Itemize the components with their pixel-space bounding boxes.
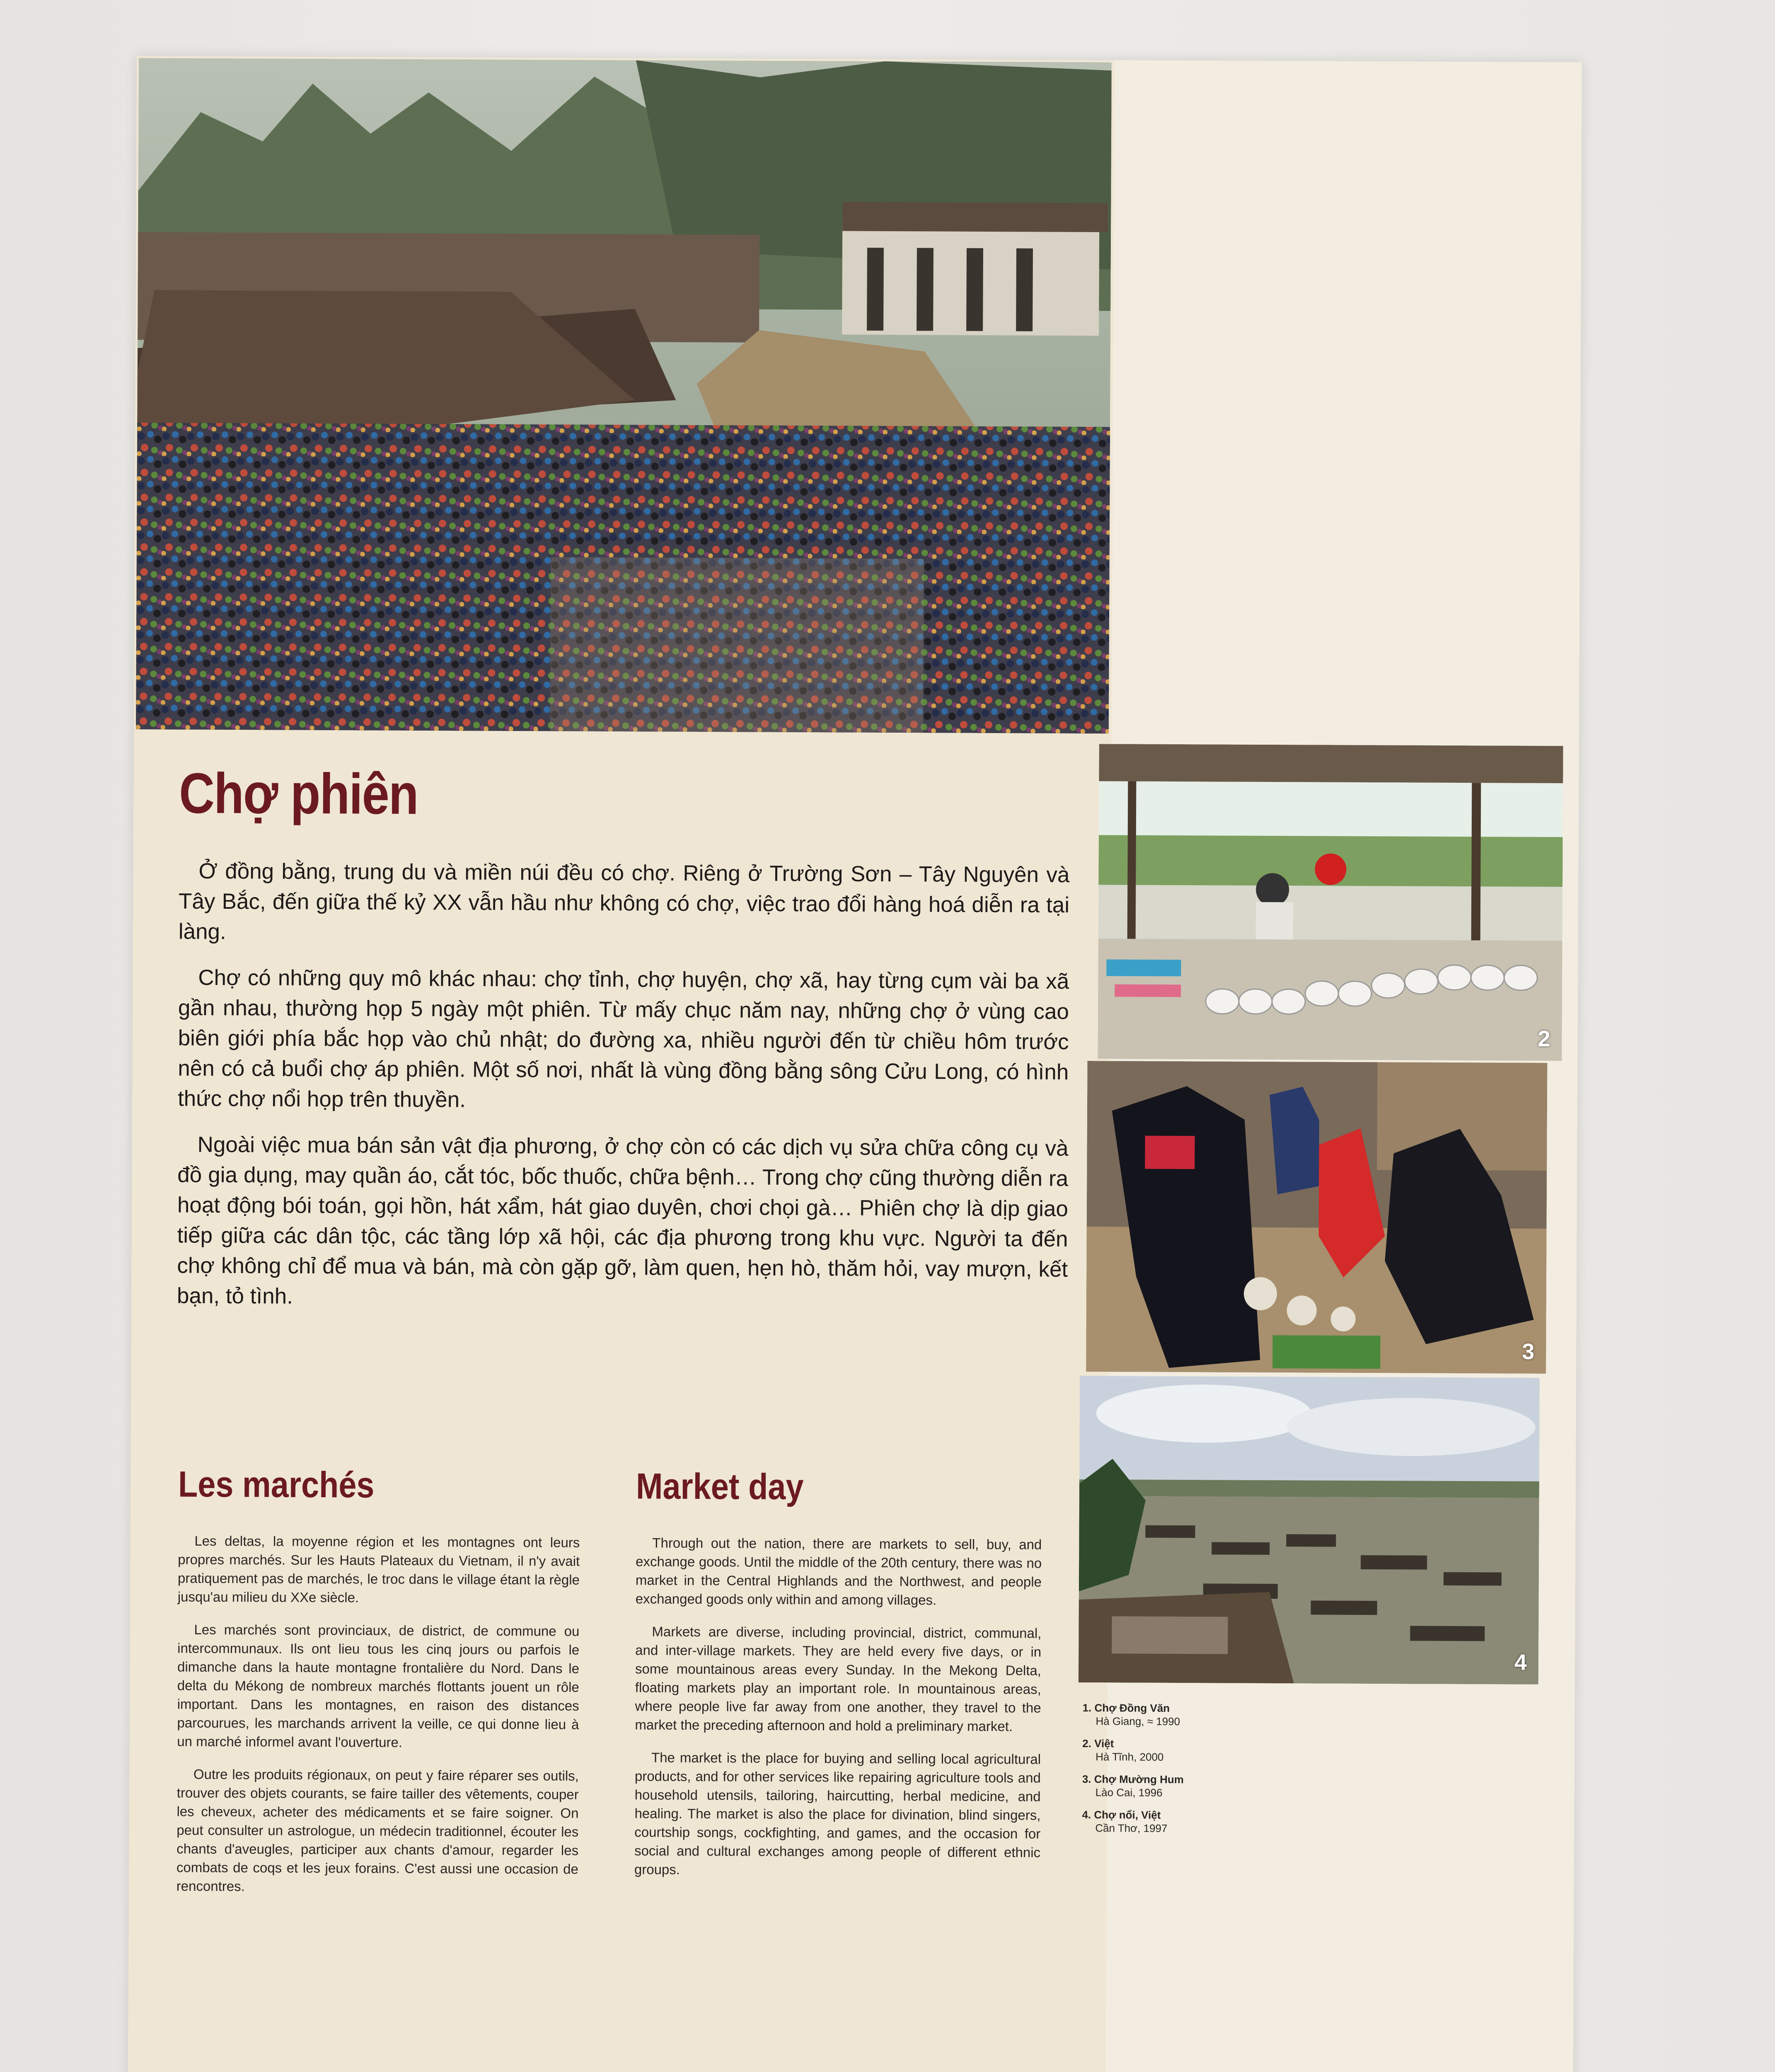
paragraph-en-1: Through out the nation, there are markets to sell, buy, and exchange goods. Until the middle of the 20th century, there was no market in the Central Highlands and the Northwest, and people exchanged goods only within and among villages.	[635, 1535, 1042, 1608]
caption-4-place: Cần Thơ, 1997	[1095, 1822, 1168, 1835]
title-english: Market day	[636, 1465, 804, 1508]
photo-captions	[1082, 1701, 1331, 1845]
caption-4-name: 4. Chợ nổi, Việt	[1082, 1808, 1161, 1821]
photo-number-3: 3	[1522, 1339, 1535, 1364]
caption-3	[1082, 1772, 1331, 1800]
caption-3-name: 3. Chợ Mường Hum	[1082, 1772, 1184, 1786]
photo-market-dong-van	[136, 58, 1112, 733]
body-vietnamese	[177, 856, 1070, 1330]
exhibit-panel	[127, 56, 1582, 2072]
paragraph-vi-1: Ở đồng bằng, trung du và miền núi đều có chợ. Riêng ở Trường Sơn – Tây Nguyên và Tây Bắc, đến giữa thế kỷ XX vẫn hầu như không có chợ, việc trao đổi hàng hoá diễn ra tại làng.	[178, 859, 1070, 944]
paragraph-fr-1: Les deltas, la moyenne région et les montagnes ont leurs propres marchés. Sur les Hauts Plateaux du Vietnam, il n'y avait pratiquement pas de marchés, le troc dans le village étant la règle jusqu'au milieu du XXe siècle.	[177, 1533, 580, 1605]
paragraph-vi-2: Chợ có những quy mô khác nhau: chợ tỉnh, chợ huyện, chợ xã, hay từng cụm vài ba xã gần nhau, thường họp 5 ngày một phiên. Từ mấy chục năm nay, những chợ ở vùng cao biên giới phía bắc họp vào chủ nhật; do đường xa, nhiều người đến từ chiều hôm trước nên có cả buổi chợ áp phiên. Một số nơi, nhất là vùng đồng bằng sông Cửu Long, có hình thức chợ nổi họp trên thuyền.	[177, 965, 1069, 1112]
caption-2-name: 2. Việt	[1082, 1737, 1114, 1750]
caption-4	[1082, 1808, 1330, 1836]
caption-3-place: Lào Cai, 1996	[1095, 1786, 1163, 1799]
caption-2	[1082, 1737, 1331, 1765]
body-french	[176, 1531, 580, 1911]
caption-1-place: Hà Giang, ≈ 1990	[1095, 1715, 1180, 1728]
body-english	[634, 1533, 1042, 1894]
title-vietnamese: Chợ phiên	[179, 761, 418, 826]
paragraph-en-2: Markets are diverse, including provincial, district, communal, and inter-village markets. They are held every five days, or in some mountainous areas every Sunday. In the Mekong Delta, floating markets play an important role. In mountainous areas, where people live far away from one another, they travel to the market the preceding afternoon and hold a preliminary market.	[635, 1624, 1042, 1734]
paragraph-en-3: The market is the place for buying and selling local agricultural products, and for other services like repairing agriculture tools and household utensils, tailoring, haircutting, herbal medicine, and healing. The market is also the place for divination, blind singers, courtship songs, cockfighting, and games, and the occasion for social and cultural exchanges among people of different ethnic groups.	[634, 1750, 1041, 1877]
photo-number-4: 4	[1514, 1650, 1527, 1675]
caption-1	[1082, 1701, 1331, 1729]
caption-2-place: Hà Tĩnh, 2000	[1095, 1750, 1164, 1763]
photo-floating-market	[1079, 1376, 1540, 1685]
title-french: Les marchés	[178, 1463, 375, 1506]
photo-muong-hum	[1086, 1061, 1547, 1374]
caption-1-name: 1. Chợ Đồng Văn	[1082, 1701, 1170, 1714]
photo-number-2: 2	[1538, 1026, 1550, 1051]
paragraph-vi-3: Ngoài việc mua bán sản vật địa phương, ở chợ còn có các dịch vụ sửa chữa công cụ và đồ gia dụng, may quần áo, cắt tóc, bốc thuốc, chữa bệnh… Trong chợ cũng thường diễn ra hoạt động bói toán, gọi hồn, hát xẩm, hát giao duyên, chơi chọi gà… Phiên chợ là dịp giao tiếp giữa các dân tộc, các tầng lớp xã hội, các địa phương trong khu vực. Người ta đến chợ không chỉ để mua và bán, mà còn gặp gỡ, làm quen, hẹn hò, thăm hỏi, vay mượn, kết bạn, tỏ tình.	[177, 1132, 1069, 1309]
paragraph-fr-2: Les marchés sont provinciaux, de district, de commune ou intercommunaux. Ils ont lieu tous les cinq jours ou parfois le dimanche dans la haute montagne frontalière du Nord. Dans le delta du Mékong de nombreux marchés flottants jouent un rôle important. Dans les montagnes, en raison des distances parcourues, les marchands arrivent la veille, ce qui donne lieu à un marché informel avant l'ouverture.	[177, 1622, 580, 1750]
photo-viet-ceramics	[1098, 744, 1563, 1061]
paragraph-fr-3: Outre les produits régionaux, on peut y faire réparer ses outils, trouver des objets courants, se faire tailler des vêtements, couper les cheveux, acheter des médicaments et se faire soigner. On peut consulter un astrologue, un médecin traditionnel, écouter les chants d'aveugles, participer aux chants d'amour, regarder les combats de coqs et les jeux forains. C'est aussi une occasion de rencontres.	[176, 1766, 579, 1894]
